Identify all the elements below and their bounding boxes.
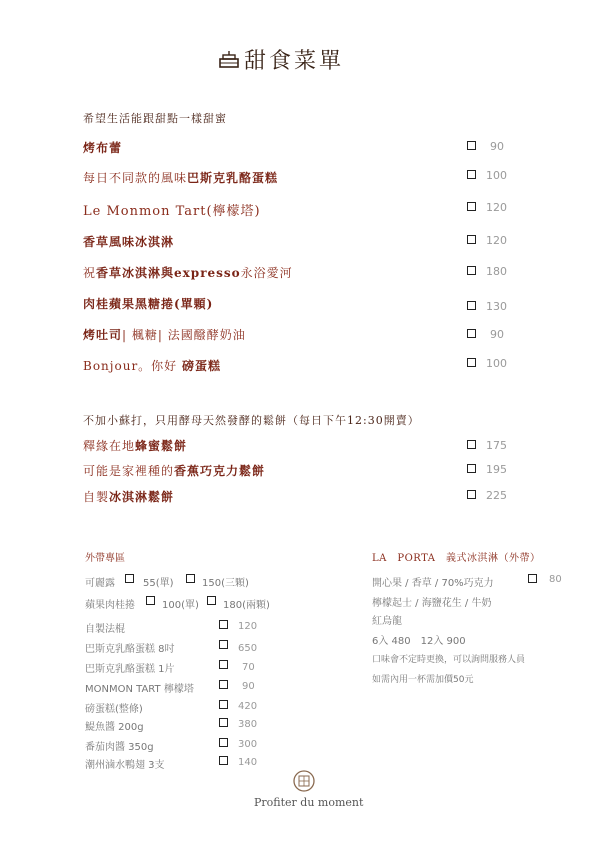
takeout-item-name: 鯷魚醬 200g [85, 722, 144, 733]
takeout-price: 140 [238, 757, 258, 768]
takeout-item-name: 潮州滷水鴨翅 3支 [85, 760, 165, 771]
item-price: 120 [486, 234, 507, 247]
takeout-option: 150(三顆) [202, 578, 249, 589]
logo-emblem-icon [293, 770, 315, 792]
takeout-item-name: 巴斯克乳酪蛋糕 8吋 [85, 644, 175, 655]
checkbox[interactable] [467, 440, 476, 449]
section-heading: 不加小蘇打，只用酵母天然發酵的鬆餅（每日下午12:30開賣） [83, 414, 420, 427]
brand-name: Profiter du moment [254, 796, 364, 809]
page-title-group [218, 44, 344, 75]
menu-item: 香草風味冰淇淋 [83, 235, 175, 249]
checkbox[interactable] [219, 756, 228, 765]
laporta-pack-prices: 6入 480 12入 900 [372, 636, 466, 647]
item-price: 90 [490, 140, 504, 153]
checkbox[interactable] [219, 718, 228, 727]
checkbox[interactable] [467, 141, 476, 150]
checkbox[interactable] [186, 574, 195, 583]
laporta-flavors-3: 紅烏龍 [372, 616, 402, 627]
checkbox[interactable] [207, 596, 216, 605]
checkbox[interactable] [467, 301, 476, 310]
checkbox[interactable] [467, 464, 476, 473]
item-price: 180 [486, 265, 507, 278]
menu-item: Bonjour。你好 磅蛋糕 [83, 359, 222, 373]
takeout-price: 90 [242, 681, 255, 692]
section-heading: 希望生活能跟甜點一樣甜蜜 [83, 112, 227, 125]
takeout-heading: 外帶專區 [85, 553, 125, 564]
menu-item: 烤布蕾 [83, 141, 123, 155]
checkbox[interactable] [467, 266, 476, 275]
laporta-flavors-1: 開心果 / 香草 / 70%巧克力 [372, 578, 494, 589]
item-price: 175 [486, 439, 507, 452]
takeout-price: 420 [238, 701, 258, 712]
laporta-heading: LA PORTA 義式冰淇淋（外帶） [372, 553, 541, 564]
takeout-item-name: 巴斯克乳酪蛋糕 1片 [85, 664, 175, 675]
checkbox[interactable] [467, 490, 476, 499]
checkbox[interactable] [219, 680, 228, 689]
takeout-item-name: 自製法棍 [85, 624, 125, 635]
laporta-note: 如需內用一杯需加價50元 [372, 675, 474, 685]
page-title: 甜食菜單 [244, 49, 345, 74]
menu-item: 釋緣在地蜂蜜鬆餅 [83, 439, 188, 453]
takeout-item-name: 磅蛋糕(整條) [85, 704, 143, 715]
checkbox[interactable] [467, 358, 476, 367]
takeout-option: 100(單) [162, 600, 199, 611]
takeout-option: 55(單) [143, 578, 174, 589]
menu-item: 烤吐司| 楓糖| 法國醱酵奶油 [83, 328, 246, 342]
item-price: 100 [486, 169, 507, 182]
checkbox[interactable] [219, 738, 228, 747]
checkbox[interactable] [219, 640, 228, 649]
laporta-note: 口味會不定時更換，可以詢問服務人員 [372, 655, 526, 665]
takeout-item-name: 可麗露 [85, 578, 115, 589]
takeout-option: 180(兩顆) [223, 600, 270, 611]
checkbox[interactable] [467, 202, 476, 211]
takeout-price: 70 [242, 662, 255, 673]
checkbox[interactable] [146, 596, 155, 605]
item-price: 90 [490, 328, 504, 341]
cake-icon [218, 51, 240, 69]
takeout-item-name: 蘋果肉桂捲 [85, 600, 135, 611]
item-price: 130 [486, 300, 507, 313]
menu-item: 祝香草冰淇淋與expresso永浴愛河 [83, 266, 293, 280]
item-price: 100 [486, 357, 507, 370]
takeout-price: 650 [238, 643, 258, 654]
checkbox[interactable] [125, 574, 134, 583]
checkbox[interactable] [219, 660, 228, 669]
menu-item: 可能是家裡種的香蕉巧克力鬆餅 [83, 464, 266, 478]
takeout-item-name: 番茄肉醬 350g [85, 742, 154, 753]
menu-item: Le Monmon Tart(檸檬塔) [83, 204, 261, 219]
menu-item: 肉桂蘋果黑糖捲(單顆) [83, 297, 214, 311]
laporta-flavors-2: 檸檬起士 / 海鹽花生 / 牛奶 [372, 598, 492, 609]
takeout-item-name: MONMON TART 檸檬塔 [85, 684, 194, 695]
checkbox[interactable] [219, 620, 228, 629]
takeout-price: 300 [238, 739, 258, 750]
laporta-price: 80 [549, 574, 562, 585]
menu-item: 每日不同款的風味巴斯克乳酪蛋糕 [83, 171, 279, 185]
checkbox[interactable] [467, 170, 476, 179]
brand-logo [254, 770, 364, 809]
checkbox[interactable] [219, 700, 228, 709]
checkbox[interactable] [467, 235, 476, 244]
takeout-price: 120 [238, 621, 258, 632]
takeout-price: 380 [238, 719, 258, 730]
item-price: 195 [486, 463, 507, 476]
menu-item: 自製冰淇淋鬆餅 [83, 490, 175, 504]
item-price: 120 [486, 201, 507, 214]
checkbox[interactable] [528, 574, 537, 583]
item-price: 225 [486, 489, 507, 502]
checkbox[interactable] [467, 329, 476, 338]
